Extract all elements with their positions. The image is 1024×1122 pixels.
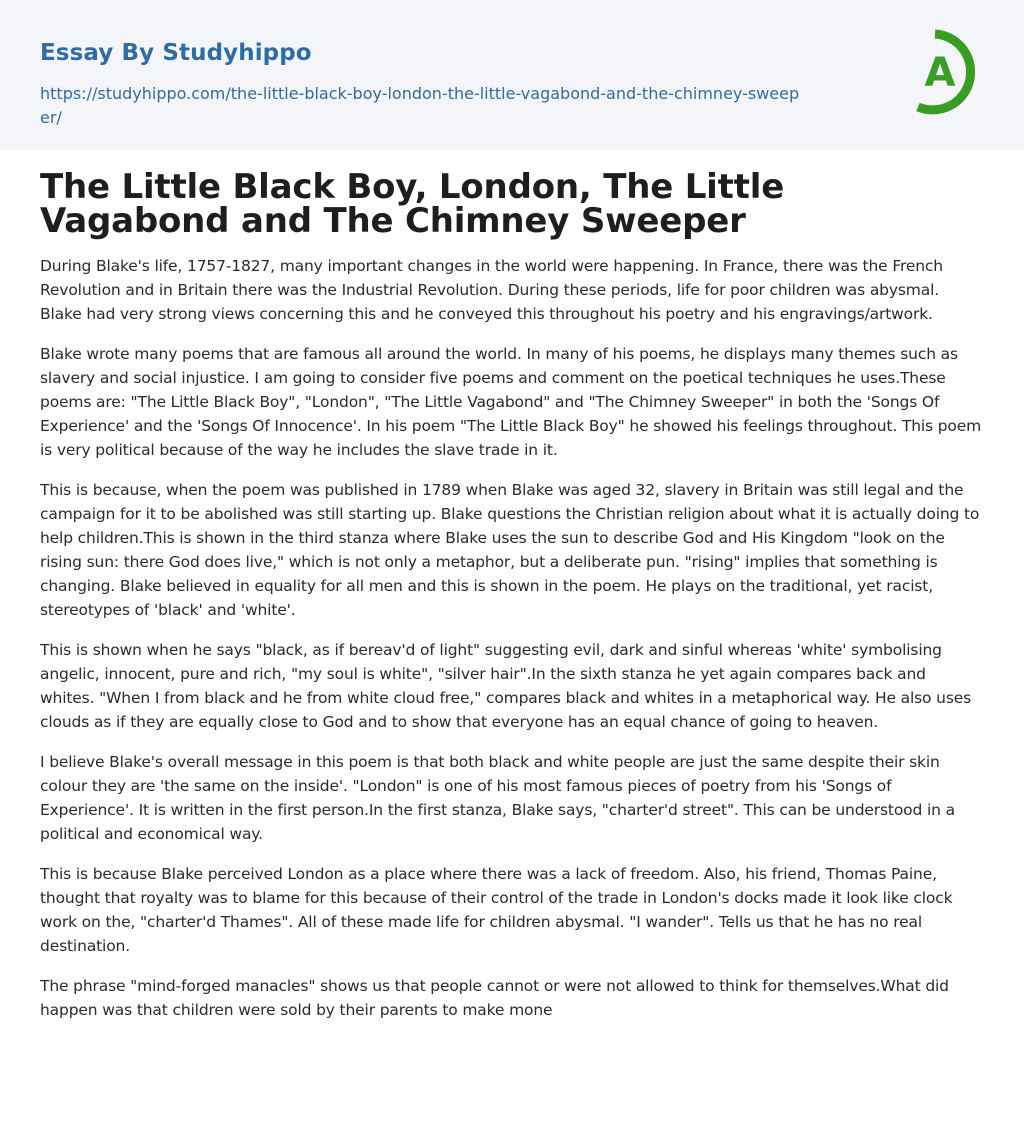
brand-title[interactable]: Essay By Studyhippo [40,40,312,66]
article-paragraph: I believe Blake's overall message in this poem is that both black and white people are just the same despite their skin colour they are 'the same on the inside'. "London" is one of his most famous pieces of poetry from his 'Songs of Experience'. It is written in the first person.In the first stanza, Blake says, "charter'd street". This can be understood in a political and economical way. [40,753,955,843]
source-url-link[interactable]: https://studyhippo.com/the-little-black-boy-london-the-little-vagabond-and-the-chimney-sweeper/ [40,84,800,127]
article-paragraph: This is because, when the poem was published in 1789 when Blake was aged 32, slavery in Britain was still legal and the campaign for it to be abolished was still starting up. Blake questions the Christian religion about what it is actually doing to help children.This is shown in the third stanza where Blake uses the sun to describe God and His Kingdom "look on the rising sun: there God does live," which is not only a metaphor, but a deliberate pun. "rising" implies that something is changing. Blake believed in equality for all men and this is shown in the poem. He plays on the traditional, yet racist, stereotypes of 'black' and 'white'. [40,481,980,619]
article-title: The Little Black Boy, London, The Little Vagabond and The Chimney Sweeper [40,167,785,241]
article-paragraph: Blake wrote many poems that are famous all around the world. In many of his poems, he displays many themes such as slavery and social injustice. I am going to consider five poems and comment on the poetical techniques he uses.These poems are: "The Little Black Boy", "London", "The Little Vagabond" and "The Chimney Sweeper" in both the 'Songs Of Experience' and the 'Songs Of Innocence'. In his poem "The Little Black Boy" he showed his feelings throughout. This poem is very political because of the way he includes the slave trade in it. [40,345,982,459]
studyhippo-logo-icon[interactable] [905,28,991,116]
article-paragraph: This is because Blake perceived London as a place where there was a lack of freedom. Also, his friend, Thomas Paine, thought that royalty was to blame for this because of their control of the trade in London's docks made it look like clock work on the, "charter'd Thames". All of these made life for children abysmal. "I wander". Tells us that he has no real destination. [40,865,953,955]
article-paragraph: The phrase "mind-forged manacles" shows us that people cannot or were not allowed to think for themselves.What did happen was that children were sold by their parents to make mone [40,977,949,1019]
article-paragraph: This is shown when he says "black, as if bereav'd of light" suggesting evil, dark and sinful whereas 'white' symbolising angelic, innocent, pure and rich, "my soul is white", "silver hair".In the sixth stanza he yet again compares back and whites. "When I from black and he from white cloud free," compares black and whites in a metaphorical way. He also uses clouds as if they are equally close to God and to show that everyone has an equal chance of going to heaven. [40,641,972,731]
site-header [0,0,1024,150]
article-paragraph: During Blake's life, 1757-1827, many important changes in the world were happening. In France, there was the French Revolution and in Britain there was the Industrial Revolution. During these periods, life for poor children was abysmal. Blake had very strong views concerning this and he conveyed this throughout his poetry and his engravings/artwork. [40,257,943,323]
article [40,167,984,1038]
logo-letter: A [924,50,956,96]
